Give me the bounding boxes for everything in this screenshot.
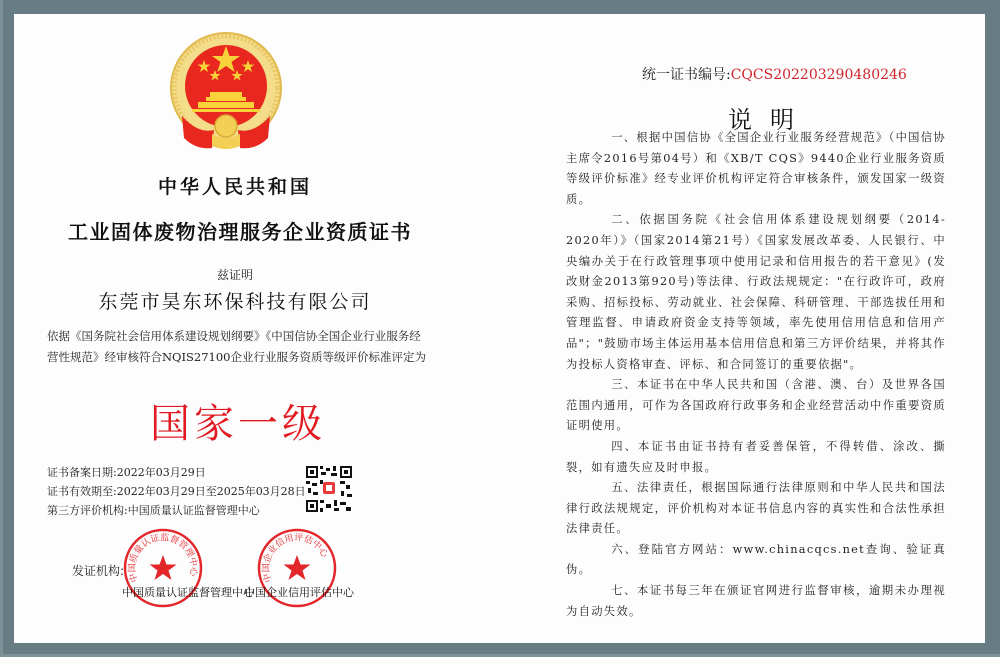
certificate-number-label: 统一证书编号: xyxy=(642,67,731,83)
explanation-paragraph: 七、本证书每三年在颁证官网进行监督审核，逾期未办理视为自动失效。 xyxy=(566,584,946,618)
issuer-label: 发证机构: xyxy=(72,564,125,578)
explanation-paragraph: 五、法律责任，根据国际通行法律原则和中华人民共和国法律行政法规规定，评价机构对本证书信息内容的真实性和合法性承担法律责任。 xyxy=(566,481,946,536)
filing-date: 证书备案日期:2022年03月29日 xyxy=(47,466,206,479)
svg-text:中国企业信用评估中心: 中国企业信用评估中心 xyxy=(261,533,330,584)
explanation-paragraph: 二、依据国务院《社会信用体系建设规划纲要（2014-2020年）》（国家2014第21号）《国家发展改革委、人民银行、中央编办关于在行政管理事项中使用记录和信用报告的若干意见》(发改财金2013第920号)等法律、行政法规规定："在行政许可，政府采购、招标投标、劳动就业、社会保障、科研管理、干部选拔任用和管理监督、申请政府资金支持等领域，率先使用信用信息和信用产品"；"鼓励市场主体运用基本信用信息和第三方评价结果，并将其作为投标人资格审查、评标、和合同签订的重要依据"。 xyxy=(566,213,946,371)
certificate-number-value: CQCS202203290480246 xyxy=(730,67,907,83)
qr-code-icon[interactable] xyxy=(306,466,352,512)
company-name: 东莞市昊东环保科技有限公司 xyxy=(98,291,372,313)
seal-name: 中国企业信用评估中心 xyxy=(244,586,354,599)
seal-name: 中国质量认证监督管理中心 xyxy=(122,586,254,599)
explanation-paragraph: 六、登陆官方网站：www.chinacqcs.net查询、验证真伪。 xyxy=(566,542,946,577)
certificate-number xyxy=(642,64,907,84)
explanation-body xyxy=(566,128,946,622)
svg-text:中国质量认证监督管理中心: 中国质量认证监督管理中心 xyxy=(127,533,199,584)
explanation-paragraph: 三、本证书在中华人民共和国（含港、澳、台）及世界各国范围内通用，可作为各国政府行政事务和企业经营活动中作重要资质证明使用。 xyxy=(566,378,946,433)
national-emblem-icon xyxy=(168,30,284,162)
explanation-title: 说明 xyxy=(728,106,812,134)
hereby-certify-label: 兹证明 xyxy=(216,268,253,282)
certificate-title: 工业固体废物治理服务企业资质证书 xyxy=(68,220,412,244)
qualification-level: 国家一级 xyxy=(150,401,326,447)
country-heading: 中华人民共和国 xyxy=(157,176,312,198)
third-party-evaluator: 第三方评价机构:中国质量认证监督管理中心 xyxy=(47,504,260,517)
frame-edge xyxy=(0,0,3,657)
validity-period: 证书有效期至:2022年03月29日至2025年03月28日 xyxy=(47,485,306,498)
basis-text: 依据《国务院社会信用体系建设规划纲要》《中国信协全国企业行业服务经营性规范》经审核符合NQIS27100企业行业服务资质等级评价标准评定为 xyxy=(47,329,426,364)
explanation-paragraph: 四、本证书由证书持有者妥善保管，不得转借、涂改、撕裂，如有遗失应及时申报。 xyxy=(566,439,946,474)
explanation-paragraph: 一、根据中国信协《全国企业行业服务经营规范》（中国信协主席令2016号第04号）和《XB/T CQS》9440企业行业服务资质等级评价标准》经专业评价机构评定符合审核条件，颁发国家一级资质。 xyxy=(566,131,946,206)
